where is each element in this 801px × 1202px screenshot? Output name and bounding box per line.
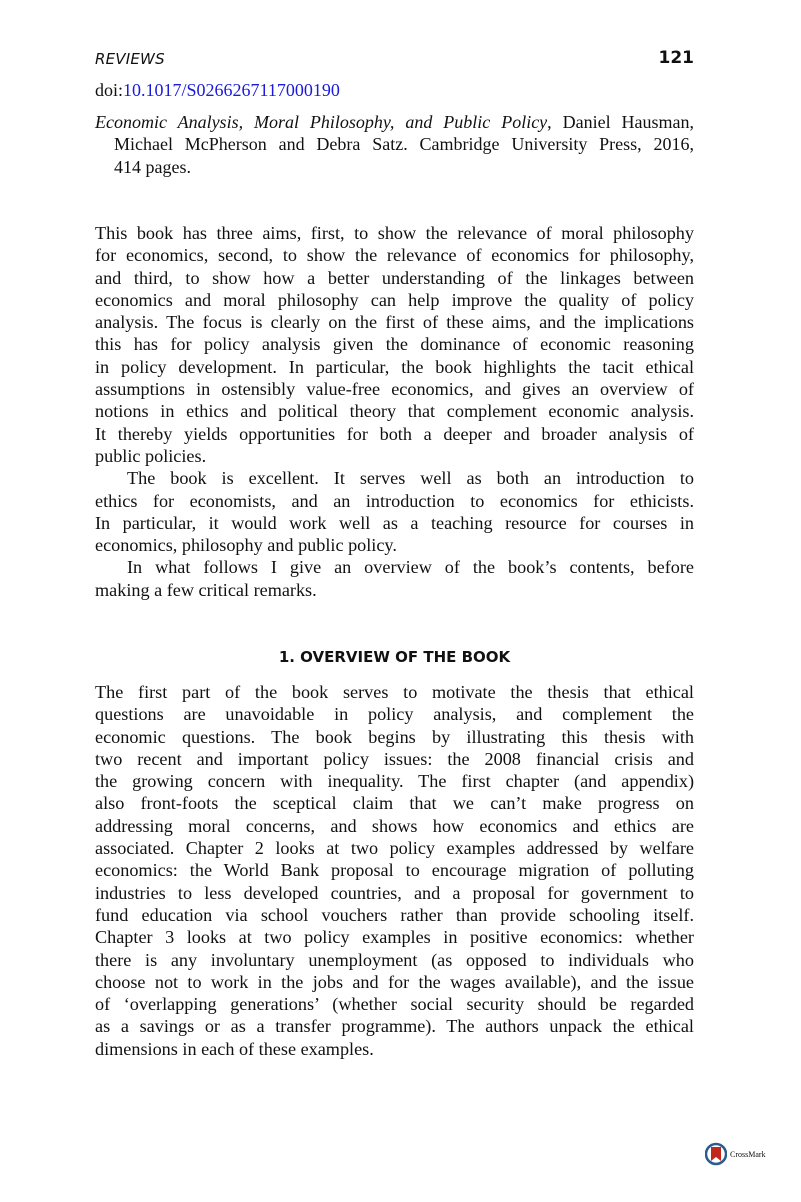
paragraph-line: economics and moral philosophy can help improve the quality of policy [95, 289, 694, 310]
citation-line: 414 pages. [114, 156, 191, 177]
paragraph-line: dimensions in each of these examples. [95, 1038, 374, 1059]
crossmark-badge[interactable] [705, 1142, 766, 1166]
doi [95, 80, 340, 101]
paragraph-line: of ‘overlapping generations’ (whether social security should be regarded [95, 994, 694, 1015]
paragraph-line: public policies. [95, 445, 207, 466]
paragraph-line: industries to less developed countries, and a proposal for government to [95, 882, 694, 903]
paragraph-line: in policy development. In particular, the book highlights the tacit ethical [95, 356, 694, 377]
paragraph-line: also front-foots the sceptical claim that we can’t make progress on [95, 793, 694, 814]
page-number: 121 [658, 48, 694, 68]
paragraph-line: Chapter 3 looks at two policy examples in positive economics: whether [95, 927, 694, 948]
paragraph-line: as a savings or as a transfer programme). The authors unpack the ethical [95, 1016, 694, 1037]
paragraph-line: making a few critical remarks. [95, 579, 317, 600]
paragraph-line: analysis. The focus is clearly on the first of these aims, and the implications [95, 312, 694, 333]
paragraph-line: associated. Chapter 2 looks at two policy examples addressed by welfare [95, 838, 694, 859]
paragraph-line: questions are unavoidable in policy analysis, and complement the [95, 704, 694, 725]
citation-line: Economic Analysis, Moral Philosophy, and Public Policy, Daniel Hausman, [95, 112, 694, 132]
paragraph-line: It thereby yields opportunities for both a deeper and broader analysis of [95, 423, 694, 444]
paragraph-line: The first part of the book serves to motivate the thesis that ethical [95, 682, 694, 702]
paragraph-line: two recent and important policy issues: the 2008 financial crisis and [95, 748, 694, 769]
paragraph-line: economics, philosophy and public policy. [95, 535, 397, 556]
paragraph-line: fund education via school vouchers rather than provide schooling itself. [95, 904, 694, 925]
paragraph-line: economics: the World Bank proposal to encourage migration of polluting [95, 860, 694, 881]
section-body [95, 681, 694, 1060]
paragraph-line: This book has three aims, first, to show the relevance of moral philosophy [95, 223, 694, 243]
paragraph-line: the growing concern with inequality. The first chapter (and appendix) [95, 771, 694, 792]
paragraph-line: The book is excellent. It serves well as both an introduction to [127, 468, 694, 489]
paragraph-line: In particular, it would work well as a teaching resource for courses in [95, 512, 694, 533]
paragraph-line: there is any involuntary unemployment (as opposed to individuals who [95, 949, 694, 970]
running-head [95, 48, 694, 70]
running-head-section: REVIEWS [95, 50, 165, 68]
paragraph-line: for economics, second, to show the relevance of economics for philosophy, [95, 245, 694, 266]
paragraph-line: and third, to show how a better understanding of the linkages between [95, 267, 694, 288]
book-title: Economic Analysis, Moral Philosophy, and Public Policy [95, 112, 548, 132]
paragraph-line: addressing moral concerns, and shows how economics and ethics are [95, 815, 694, 836]
paragraph-line: notions in ethics and political theory that complement economic analysis. [95, 401, 694, 422]
section-heading: 1. OVERVIEW OF THE BOOK [278, 648, 511, 666]
paragraph-line: choose not to work in the jobs and for the wages available), and the issue [95, 971, 694, 992]
paragraph-line: this has for policy analysis given the dominance of economic reasoning [95, 334, 694, 355]
citation-line: Michael McPherson and Debra Satz. Cambridge University Press, 2016, [114, 134, 694, 155]
book-citation [95, 111, 694, 178]
doi-prefix: doi: [95, 80, 124, 100]
crossmark-icon [705, 1142, 727, 1166]
paragraph-line: economic questions. The book begins by illustrating this thesis with [95, 726, 694, 747]
doi-link[interactable]: 10.1017/S0266267117000190 [123, 80, 340, 100]
paragraph-line: In what follows I give an overview of the book’s contents, before [127, 557, 694, 578]
crossmark-label: CrossMark [730, 1149, 766, 1159]
paragraph-line: assumptions in ostensibly value-free economics, and gives an overview of [95, 379, 694, 400]
paragraph-line: ethics for economists, and an introduction to economics for ethicists. [95, 490, 694, 511]
review-intro [95, 222, 694, 601]
